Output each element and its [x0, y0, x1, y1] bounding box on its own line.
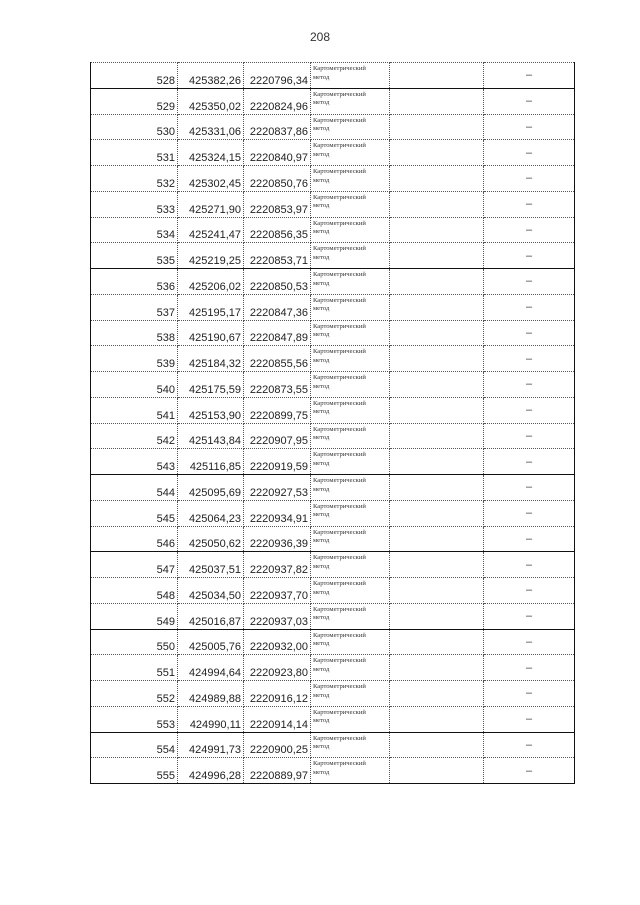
empty-cell [390, 629, 484, 655]
method-label-line1: Картометрический [313, 348, 366, 356]
x-coordinate-cell: 424996,28 [178, 758, 244, 784]
table-row [91, 681, 575, 707]
method-label-line1: Картометрический [313, 502, 366, 510]
y-coordinate-cell: 2220889,97 [244, 758, 311, 784]
method-label-line2: метод [313, 717, 330, 725]
method-label-line1: Картометрический [313, 142, 366, 150]
point-number-cell: 538 [91, 320, 178, 346]
table-row [91, 191, 575, 217]
table-row [91, 114, 575, 140]
method-label-line2: метод [313, 305, 330, 313]
dash-cell: – [484, 114, 575, 140]
y-coordinate-cell: 2220855,56 [244, 346, 311, 372]
x-coordinate-cell: 425064,23 [178, 500, 244, 526]
x-coordinate-cell: 425153,90 [178, 397, 244, 423]
point-number-cell: 528 [91, 63, 178, 89]
dash-cell: – [484, 603, 575, 629]
point-number-cell: 555 [91, 758, 178, 784]
table-row [91, 217, 575, 243]
method-label-line1: Картометрический [313, 708, 366, 716]
y-coordinate-cell: 2220923,80 [244, 655, 311, 681]
dash-cell: – [484, 294, 575, 320]
y-coordinate-cell: 2220850,53 [244, 269, 311, 295]
empty-cell [390, 706, 484, 732]
point-number-cell: 533 [91, 191, 178, 217]
point-number-cell: 541 [91, 397, 178, 423]
method-cell [311, 655, 390, 681]
y-coordinate-cell: 2220837,86 [244, 114, 311, 140]
dash-cell: – [484, 681, 575, 707]
point-number-cell: 545 [91, 500, 178, 526]
method-label-line1: Картометрический [313, 245, 366, 253]
empty-cell [390, 603, 484, 629]
empty-cell [390, 140, 484, 166]
dash-cell: – [484, 706, 575, 732]
dash-cell: – [484, 63, 575, 89]
y-coordinate-cell: 2220856,35 [244, 217, 311, 243]
method-label-line2: метод [313, 73, 330, 81]
dash-cell: – [484, 88, 575, 114]
method-cell [311, 552, 390, 578]
point-number-cell: 548 [91, 578, 178, 604]
table-row [91, 706, 575, 732]
table-row [91, 629, 575, 655]
y-coordinate-cell: 2220847,36 [244, 294, 311, 320]
x-coordinate-cell: 425302,45 [178, 166, 244, 192]
empty-cell [390, 475, 484, 501]
method-cell [311, 243, 390, 269]
y-coordinate-cell: 2220937,03 [244, 603, 311, 629]
y-coordinate-cell: 2220847,89 [244, 320, 311, 346]
empty-cell [390, 217, 484, 243]
method-label-line1: Картометрический [313, 760, 366, 768]
method-label-line1: Картометрический [313, 734, 366, 742]
method-label-line1: Картометрический [313, 425, 366, 433]
y-coordinate-cell: 2220853,97 [244, 191, 311, 217]
empty-cell [390, 63, 484, 89]
y-coordinate-cell: 2220916,12 [244, 681, 311, 707]
x-coordinate-cell: 425016,87 [178, 603, 244, 629]
y-coordinate-cell: 2220927,53 [244, 475, 311, 501]
method-label-line2: метод [313, 511, 330, 519]
table-row [91, 294, 575, 320]
method-label-line2: метод [313, 408, 330, 416]
dash-cell: – [484, 629, 575, 655]
method-cell [311, 629, 390, 655]
empty-cell [390, 320, 484, 346]
method-cell [311, 758, 390, 784]
method-cell [311, 372, 390, 398]
x-coordinate-cell: 425034,50 [178, 578, 244, 604]
table-row [91, 346, 575, 372]
method-label-line1: Картометрический [313, 683, 366, 690]
method-cell [311, 140, 390, 166]
empty-cell [390, 114, 484, 140]
empty-cell [390, 578, 484, 604]
method-label-line1: Картометрический [313, 168, 366, 175]
dash-cell: – [484, 552, 575, 578]
method-cell [311, 294, 390, 320]
method-label-line1: Картометрический [313, 116, 366, 124]
x-coordinate-cell: 425382,26 [178, 63, 244, 89]
method-label-line2: метод [313, 485, 330, 493]
method-label-line2: метод [313, 382, 330, 390]
method-label-line1: Картометрический [313, 528, 366, 536]
point-number-cell: 530 [91, 114, 178, 140]
method-cell [311, 346, 390, 372]
empty-cell [390, 526, 484, 552]
table-row [91, 166, 575, 192]
method-cell [311, 114, 390, 140]
method-label-line2: метод [313, 434, 330, 441]
point-number-cell: 543 [91, 449, 178, 475]
method-label-line2: метод [313, 99, 330, 107]
point-number-cell: 554 [91, 732, 178, 758]
table-row [91, 63, 575, 89]
method-cell [311, 269, 390, 295]
method-cell [311, 397, 390, 423]
point-number-cell: 547 [91, 552, 178, 578]
dash-cell: – [484, 578, 575, 604]
x-coordinate-cell: 425219,25 [178, 243, 244, 269]
method-label-line1: Картометрический [313, 451, 366, 459]
method-label-line1: Картометрический [313, 580, 366, 587]
point-number-cell: 553 [91, 706, 178, 732]
point-number-cell: 532 [91, 166, 178, 192]
x-coordinate-cell: 425190,67 [178, 320, 244, 346]
y-coordinate-cell: 2220936,39 [244, 526, 311, 552]
method-cell [311, 449, 390, 475]
point-number-cell: 546 [91, 526, 178, 552]
table-row [91, 655, 575, 681]
table-row [91, 526, 575, 552]
method-label-line2: метод [313, 459, 330, 467]
method-label-line2: метод [313, 691, 330, 699]
dash-cell: – [484, 346, 575, 372]
x-coordinate-cell: 425324,15 [178, 140, 244, 166]
y-coordinate-cell: 2220932,00 [244, 629, 311, 655]
x-coordinate-cell: 424994,64 [178, 655, 244, 681]
x-coordinate-cell: 425037,51 [178, 552, 244, 578]
point-number-cell: 549 [91, 603, 178, 629]
method-label-line2: метод [313, 253, 330, 261]
dash-cell: – [484, 217, 575, 243]
empty-cell [390, 372, 484, 398]
dash-cell: – [484, 449, 575, 475]
method-label-line1: Картометрический [313, 554, 366, 562]
method-label-line1: Картометрический [313, 219, 366, 227]
method-cell [311, 603, 390, 629]
method-label-line2: метод [313, 228, 330, 235]
method-label-line2: метод [313, 743, 330, 750]
method-cell [311, 63, 390, 89]
point-number-cell: 542 [91, 423, 178, 449]
y-coordinate-cell: 2220873,55 [244, 372, 311, 398]
method-label-line2: метод [313, 125, 330, 132]
x-coordinate-cell: 425005,76 [178, 629, 244, 655]
empty-cell [390, 191, 484, 217]
method-label-line2: метод [313, 331, 330, 338]
dash-cell: – [484, 475, 575, 501]
point-number-cell: 535 [91, 243, 178, 269]
method-label-line2: метод [313, 356, 330, 364]
empty-cell [390, 166, 484, 192]
table-row [91, 449, 575, 475]
table-row [91, 243, 575, 269]
method-label-line1: Картометрический [313, 296, 366, 304]
coordinates-table [90, 62, 575, 784]
point-number-cell: 552 [91, 681, 178, 707]
empty-cell [390, 346, 484, 372]
dash-cell: – [484, 243, 575, 269]
x-coordinate-cell: 424991,73 [178, 732, 244, 758]
x-coordinate-cell: 425195,17 [178, 294, 244, 320]
coordinates-table-body [91, 63, 575, 784]
x-coordinate-cell: 425241,47 [178, 217, 244, 243]
point-number-cell: 536 [91, 269, 178, 295]
table-row [91, 423, 575, 449]
dash-cell: – [484, 397, 575, 423]
table-row [91, 397, 575, 423]
empty-cell [390, 449, 484, 475]
table-row [91, 320, 575, 346]
x-coordinate-cell: 424989,88 [178, 681, 244, 707]
empty-cell [390, 655, 484, 681]
method-label-line1: Картометрический [313, 374, 366, 381]
method-label-line1: Картометрический [313, 193, 366, 201]
empty-cell [390, 423, 484, 449]
method-cell [311, 88, 390, 114]
dash-cell: – [484, 732, 575, 758]
method-label-line2: метод [313, 537, 330, 544]
x-coordinate-cell: 425095,69 [178, 475, 244, 501]
empty-cell [390, 732, 484, 758]
y-coordinate-cell: 2220934,91 [244, 500, 311, 526]
method-label-line2: метод [313, 665, 330, 673]
dash-cell: – [484, 191, 575, 217]
method-cell [311, 706, 390, 732]
method-label-line2: метод [313, 614, 330, 622]
dash-cell: – [484, 500, 575, 526]
table-row [91, 500, 575, 526]
dash-cell: – [484, 372, 575, 398]
empty-cell [390, 88, 484, 114]
empty-cell [390, 243, 484, 269]
y-coordinate-cell: 2220824,96 [244, 88, 311, 114]
x-coordinate-cell: 425206,02 [178, 269, 244, 295]
y-coordinate-cell: 2220937,82 [244, 552, 311, 578]
dash-cell: – [484, 655, 575, 681]
method-label-line2: метод [313, 768, 330, 776]
table-row [91, 372, 575, 398]
dash-cell: – [484, 166, 575, 192]
x-coordinate-cell: 425350,02 [178, 88, 244, 114]
x-coordinate-cell: 425331,06 [178, 114, 244, 140]
method-cell [311, 166, 390, 192]
x-coordinate-cell: 425184,32 [178, 346, 244, 372]
method-label-line1: Картометрический [313, 90, 366, 98]
table-row [91, 578, 575, 604]
method-label-line1: Картометрический [313, 271, 366, 278]
y-coordinate-cell: 2220919,59 [244, 449, 311, 475]
method-label-line1: Картометрический [313, 399, 366, 407]
method-label-line1: Картометрический [313, 657, 366, 665]
y-coordinate-cell: 2220853,71 [244, 243, 311, 269]
table-row [91, 758, 575, 784]
x-coordinate-cell: 425271,90 [178, 191, 244, 217]
point-number-cell: 551 [91, 655, 178, 681]
point-number-cell: 534 [91, 217, 178, 243]
y-coordinate-cell: 2220907,95 [244, 423, 311, 449]
dash-cell: – [484, 758, 575, 784]
y-coordinate-cell: 2220914,14 [244, 706, 311, 732]
dash-cell: – [484, 320, 575, 346]
y-coordinate-cell: 2220850,76 [244, 166, 311, 192]
table-row [91, 140, 575, 166]
point-number-cell: 550 [91, 629, 178, 655]
empty-cell [390, 500, 484, 526]
method-label-line2: метод [313, 562, 330, 570]
empty-cell [390, 758, 484, 784]
method-label-line1: Картометрический [313, 322, 366, 330]
method-label-line2: метод [313, 202, 330, 210]
method-label-line2: метод [313, 176, 330, 184]
point-number-cell: 540 [91, 372, 178, 398]
table-row [91, 475, 575, 501]
method-cell [311, 320, 390, 346]
dash-cell: – [484, 423, 575, 449]
method-label-line1: Картометрический [313, 605, 366, 613]
x-coordinate-cell: 424990,11 [178, 706, 244, 732]
x-coordinate-cell: 425116,85 [178, 449, 244, 475]
method-label-line2: метод [313, 588, 330, 596]
point-number-cell: 531 [91, 140, 178, 166]
method-cell [311, 526, 390, 552]
table-row [91, 603, 575, 629]
y-coordinate-cell: 2220796,34 [244, 63, 311, 89]
y-coordinate-cell: 2220900,25 [244, 732, 311, 758]
method-label-line2: метод [313, 279, 330, 287]
table-row [91, 552, 575, 578]
method-cell [311, 423, 390, 449]
method-cell [311, 191, 390, 217]
method-cell [311, 578, 390, 604]
y-coordinate-cell: 2220840,97 [244, 140, 311, 166]
method-cell [311, 732, 390, 758]
point-number-cell: 539 [91, 346, 178, 372]
empty-cell [390, 397, 484, 423]
method-label-line1: Картометрический [313, 477, 366, 484]
empty-cell [390, 681, 484, 707]
table-row [91, 269, 575, 295]
y-coordinate-cell: 2220937,70 [244, 578, 311, 604]
empty-cell [390, 294, 484, 320]
point-number-cell: 544 [91, 475, 178, 501]
method-cell [311, 475, 390, 501]
dash-cell: – [484, 526, 575, 552]
empty-cell [390, 269, 484, 295]
x-coordinate-cell: 425143,84 [178, 423, 244, 449]
method-cell [311, 681, 390, 707]
point-number-cell: 529 [91, 88, 178, 114]
method-label-line1: Картометрический [313, 631, 366, 639]
table-row [91, 88, 575, 114]
point-number-cell: 537 [91, 294, 178, 320]
method-label-line2: метод [313, 640, 330, 647]
y-coordinate-cell: 2220899,75 [244, 397, 311, 423]
x-coordinate-cell: 425175,59 [178, 372, 244, 398]
x-coordinate-cell: 425050,62 [178, 526, 244, 552]
method-label-line1: Картометрический [313, 65, 366, 72]
page-number: 208 [309, 30, 331, 44]
method-cell [311, 217, 390, 243]
dash-cell: – [484, 140, 575, 166]
dash-cell: – [484, 269, 575, 295]
method-label-line2: метод [313, 150, 330, 158]
table-row [91, 732, 575, 758]
empty-cell [390, 552, 484, 578]
method-cell [311, 500, 390, 526]
